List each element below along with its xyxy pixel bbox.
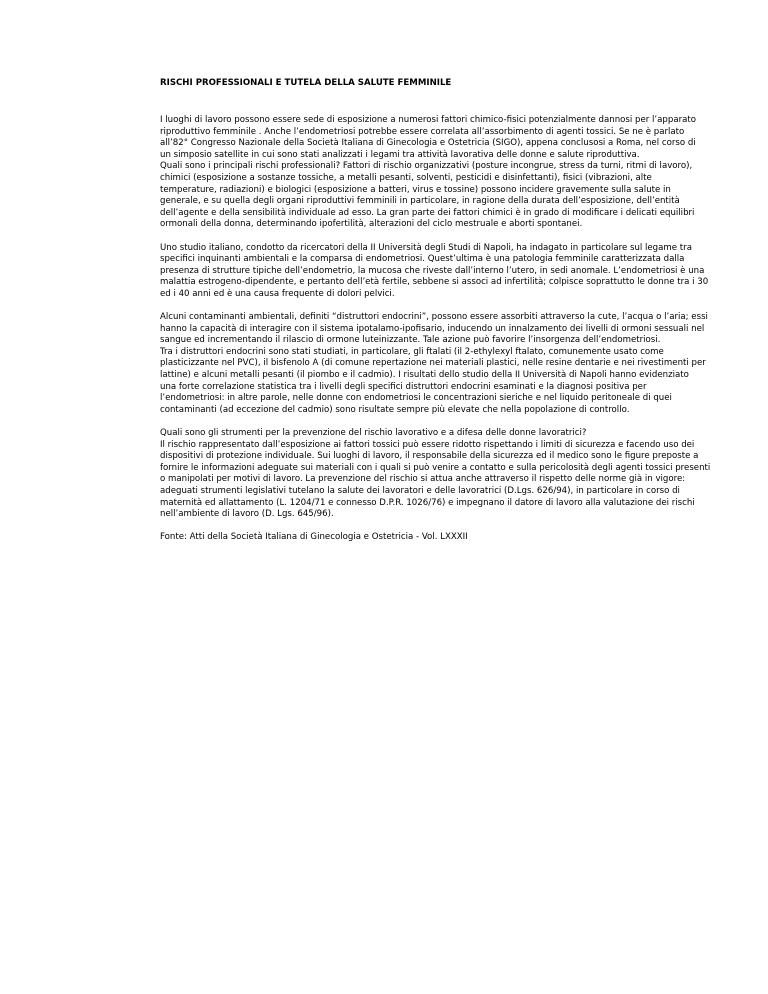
text-line: I luoghi di lavoro possono essere sede di esposizione a numerosi fattori chimico-fisici potenzialmente dannosi per l’apparato xyxy=(160,115,697,125)
text-line: riproduttivo femminile . Anche l’endometriosi potrebbe essere correlata all’assorbimento di agenti tossici. Se ne è parlato xyxy=(160,126,685,137)
paragraph-source xyxy=(160,532,715,544)
text-line: Il rischio rappresentato dall’esposizione ai fattori tossici può essere ridotto rispettando i limiti di sicurezza e facendo uso dei xyxy=(160,439,695,450)
text-line: una forte correlazione statistica tra i livelli degli specifici distruttori endocrini esaminati e la diagnosi positiva per xyxy=(160,381,647,392)
paragraph-intro xyxy=(160,115,715,231)
text-line: Alcuni contaminanti ambientali, definiti “distruttori endocrini”, possono essere assorbiti attraverso la cute, l’acqua o l’aria; essi xyxy=(160,312,708,323)
text-line: generale, e su quella degli organi riproduttivi femminili in particolare, in ragione della durata dell’esposizione, dell’entità xyxy=(160,196,680,207)
article xyxy=(160,78,715,544)
text-line: adeguati strumenti legislativi tutelano la salute dei lavoratori e delle lavoratrici (D.Lgs. 626/94), in particolare in corso di xyxy=(160,486,680,496)
text-line: contaminanti (ad eccezione del cadmio) sono risultate sempre più elevate che nella popolazione di controllo. xyxy=(160,404,630,415)
text-line: un simposio satellite in cui sono stati analizzati i legami tra attività lavorativa delle donne e salute riproduttiva. xyxy=(160,149,640,160)
text-line: Quali sono gli strumenti per la prevenzione del rischio lavorativo e a difesa delle donne lavoratrici? xyxy=(160,428,587,439)
text-line: temperature, radiazioni) e biologici (esposizione a batteri, virus e tossine) possono incidere gravemente sulla salute in xyxy=(160,184,671,195)
text-line: l’endometriosi: in altre parole, nelle donne con endometriosi le concentrazioni sieriche e nel liquido peritoneale di quei xyxy=(160,393,672,404)
text-line: specifici inquinanti ambientali e la comparsa di endometriosi. Quest’ultima è una patologia femminile caratterizzata dalla xyxy=(160,254,685,265)
text-line: chimici (esposizione a sostanze tossiche, a metalli pesanti, solventi, pesticidi e disinfettanti), fisici (vibrazioni, alte xyxy=(160,172,652,183)
text-line: hanno la capacità di interagire con il sistema ipotalamo-ipofisario, inducendo un innalzamento dei livelli di ormoni sessuali nel xyxy=(160,323,705,334)
text-line: maternità ed allattamento (L. 1204/71 e connesso D.P.R. 1026/76) e impegnano il datore di lavoro alla valutazione dei rischi xyxy=(160,497,695,508)
text-line: lattine) e alcuni metalli pesanti (il piombo e il cadmio). I risultati dello studio della II Università di Napoli hanno evidenziato xyxy=(160,370,689,381)
paragraph-study xyxy=(160,243,715,301)
text-line: malattia estrogeno-dipendente, e pertanto dell’età fertile, sebbene si associ ad infertilità; colpisce soprattutto le donne tra i 30 xyxy=(160,277,709,288)
text-line: o manipolati per motivi di lavoro. La prevenzione del rischio si attua anche attraverso il rispetto delle norme già in vigore: xyxy=(160,474,686,485)
paragraph-prevention xyxy=(160,428,715,521)
article-title: RISCHI PROFESSIONALI E TUTELA DELLA SALUTE FEMMINILE xyxy=(160,78,452,88)
text-line: sangue ed incrementando il rilascio di ormone luteinizzante. Tale azione può favorire l’insorgenza dell’endometriosi. xyxy=(160,335,661,346)
text-line: nell’ambiente di lavoro (D. Lgs. 645/96). xyxy=(160,509,334,520)
text-line: all’82° Congresso Nazionale della Società Italiana di Ginecologia e Ostetricia (SIGO), appena conclusosi a Roma, nel corso di xyxy=(160,138,696,149)
text-line: dispositivi di protezione individuale. Sui luoghi di lavoro, il responsabile della sicurezza ed il medico sono le figure preposte a xyxy=(160,451,699,462)
text-line: presenza di strutture tipiche dell’endometrio, la mucosa che riveste dall’interno l’utero, in sedi anomale. L’endometriosi è una xyxy=(160,265,705,276)
text-line: fornire le informazioni adeguate sui materiali con i quali si può venire a contatto e sulla pericolosità degli agenti tossici presenti xyxy=(160,462,711,473)
text-line: ormonali della donna, determinando ipofertilità, alterazioni del ciclo mestruale e aborti spontanei. xyxy=(160,219,583,230)
text-line: plasticizzante nel PVC), il bisfenolo A (di comune repertazione nei materiali plastici, nelle resine dentarie e nei rivestimenti per xyxy=(160,358,706,369)
source-line: Fonte: Atti della Società Italiana di Ginecologia e Ostetricia - Vol. LXXXII xyxy=(160,532,468,543)
paragraph-contaminants xyxy=(160,312,715,416)
text-line: Quali sono i principali rischi professionali? Fattori di rischio organizzativi (posture incongrue, stress da turni, ritmi di lavoro), xyxy=(160,161,693,172)
text-line: dell’agente e della sensibilità individuale ad esso. La gran parte dei fattori chimici è in grado di modificare i delicati equilibri xyxy=(160,207,695,218)
text-line: ed i 40 anni ed è una causa frequente di dolori pelvici. xyxy=(160,288,395,299)
text-line: Uno studio italiano, condotto da ricercatori della II Università degli Studi di Napoli, ha indagato in particolare sul legame tra xyxy=(160,242,692,253)
text-line: Tra i distruttori endocrini sono stati studiati, in particolare, gli ftalati (il 2-ethylexyl ftalato, comunemente usato come xyxy=(160,346,664,357)
